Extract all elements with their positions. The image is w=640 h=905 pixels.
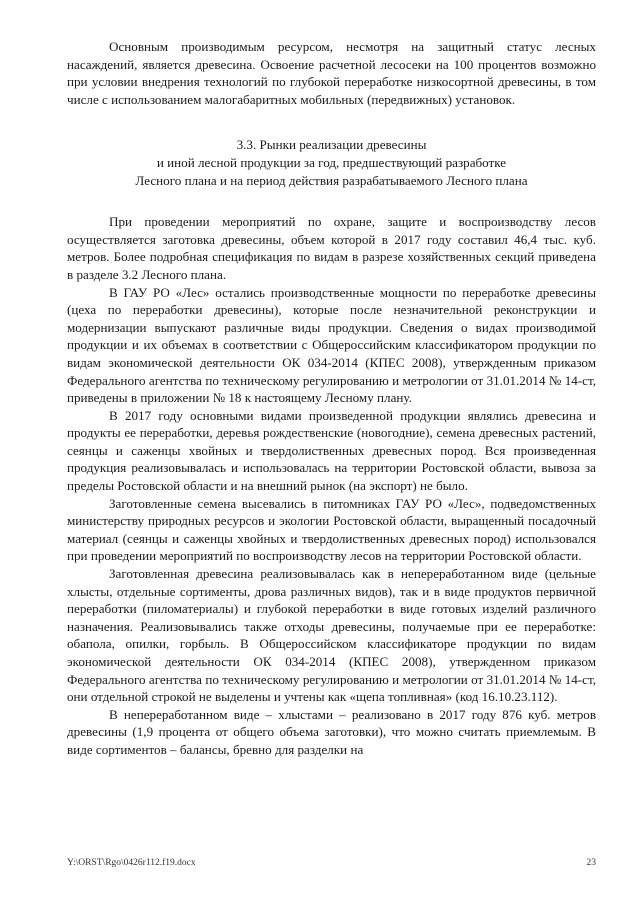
heading-line-1: 3.3. Рынки реализации древесины [236,137,427,153]
section-heading [67,136,596,189]
page-number: 23 [586,858,596,868]
heading-line-2: и иной лесной продукции за год, предшествующий разработке [156,154,507,170]
paragraph-3: В 2017 году основными видами произведенной продукции являлись древесина и продукты ее переработки, деревья рождественские (новогодние), семена древесных растений, сеянцы и саженцы хвойных и твердолиственных древесных пород. Вся произведенная продукция реализовывалась и использовалась на территории Ростовской области, вывоза за пределы Ростовской области и на внешний рынок (на экспорт) не было. [67,407,596,494]
paragraph-5: Заготовленная древесина реализовывалась как в непереработанном виде (цельные хлысты, отдельные сортименты, дрова различных видов), так и в виде продуктов первичной переработки (пиломатериалы) и глубокой переработки в виде готовых изделий различного назначения. Реализовывались также отходы древесины, получаемые при ее переработке: обапола, опилки, горбыль. В Общероссийском классификаторе продукции по видам экономической деятельности ОК 034-2014 (КПЕС 2008), утвержденном приказом Федерального агентства по техническому регулированию и метрологии от 31.01.2014 № 14-ст, они отдельной строкой не выделены и учтены как «щепа топливная» (код 16.10.23.112). [67,566,596,705]
document-body [67,38,596,759]
file-path: Y:\ORST\Rgo\0426r112.f19.docx [67,858,196,868]
paragraph-6: В непереработанном виде – хлыстами – реализовано в 2017 году 876 куб. метров древесины (1,9 процента от общего объема заготовки), что можно считать приемлемым. В виде сортиментов – балансы, бревно для разделки на [67,706,596,757]
page-footer [67,858,596,868]
paragraph-4: Заготовленные семена высевались в питомниках ГАУ РО «Лес», подведомственных министерству природных ресурсов и экологии Ростовской области, выращенный посадочный материал (сеянцы и саженцы хвойных и твердолиственных древесных пород) использовался при проведении мероприятий по воспроизводству лесов на территории Ростовской области. [67,495,596,564]
paragraph-2: В ГАУ РО «Лес» остались производственные мощности по переработке древесины (цеха по переработки древесины), которые после незначительной реконструкции и модернизации выпускают различные виды продукции. Сведения о видах производимой продукции и их объемах в соответствии с Общероссийским классификатором продукции по видам экономической деятельности ОК 034-2014 (КПЕС 2008), утвержденным приказом Федерального агентства по техническому регулированию и метрологии от 31.01.2014 № 14-ст, приведены в приложении № 18 к настоящему Лесному плану. [67,284,596,406]
intro-paragraph: Основным производимым ресурсом, несмотря на защитный статус лесных насаждений, является древесина. Освоение расчетной лесосеки на 100 процентов возможно при условии внедрения технологий по глубокой переработке низкосортной древесины, в том числе с использованием малогабаритных мобильных (передвижных) установок. [67,39,596,107]
paragraph-1: При проведении мероприятий по охране, защите и воспроизводству лесов осуществляется заготовка древесины, объем которой в 2017 году составил 46,4 тыс. куб. метров. Более подробная спецификация по видам в разрезе хозяйственных секций приведена в разделе 3.2 Лесного плана. [67,214,596,282]
heading-line-3: Лесного плана и на период действия разрабатываемого Лесного плана [135,172,528,188]
